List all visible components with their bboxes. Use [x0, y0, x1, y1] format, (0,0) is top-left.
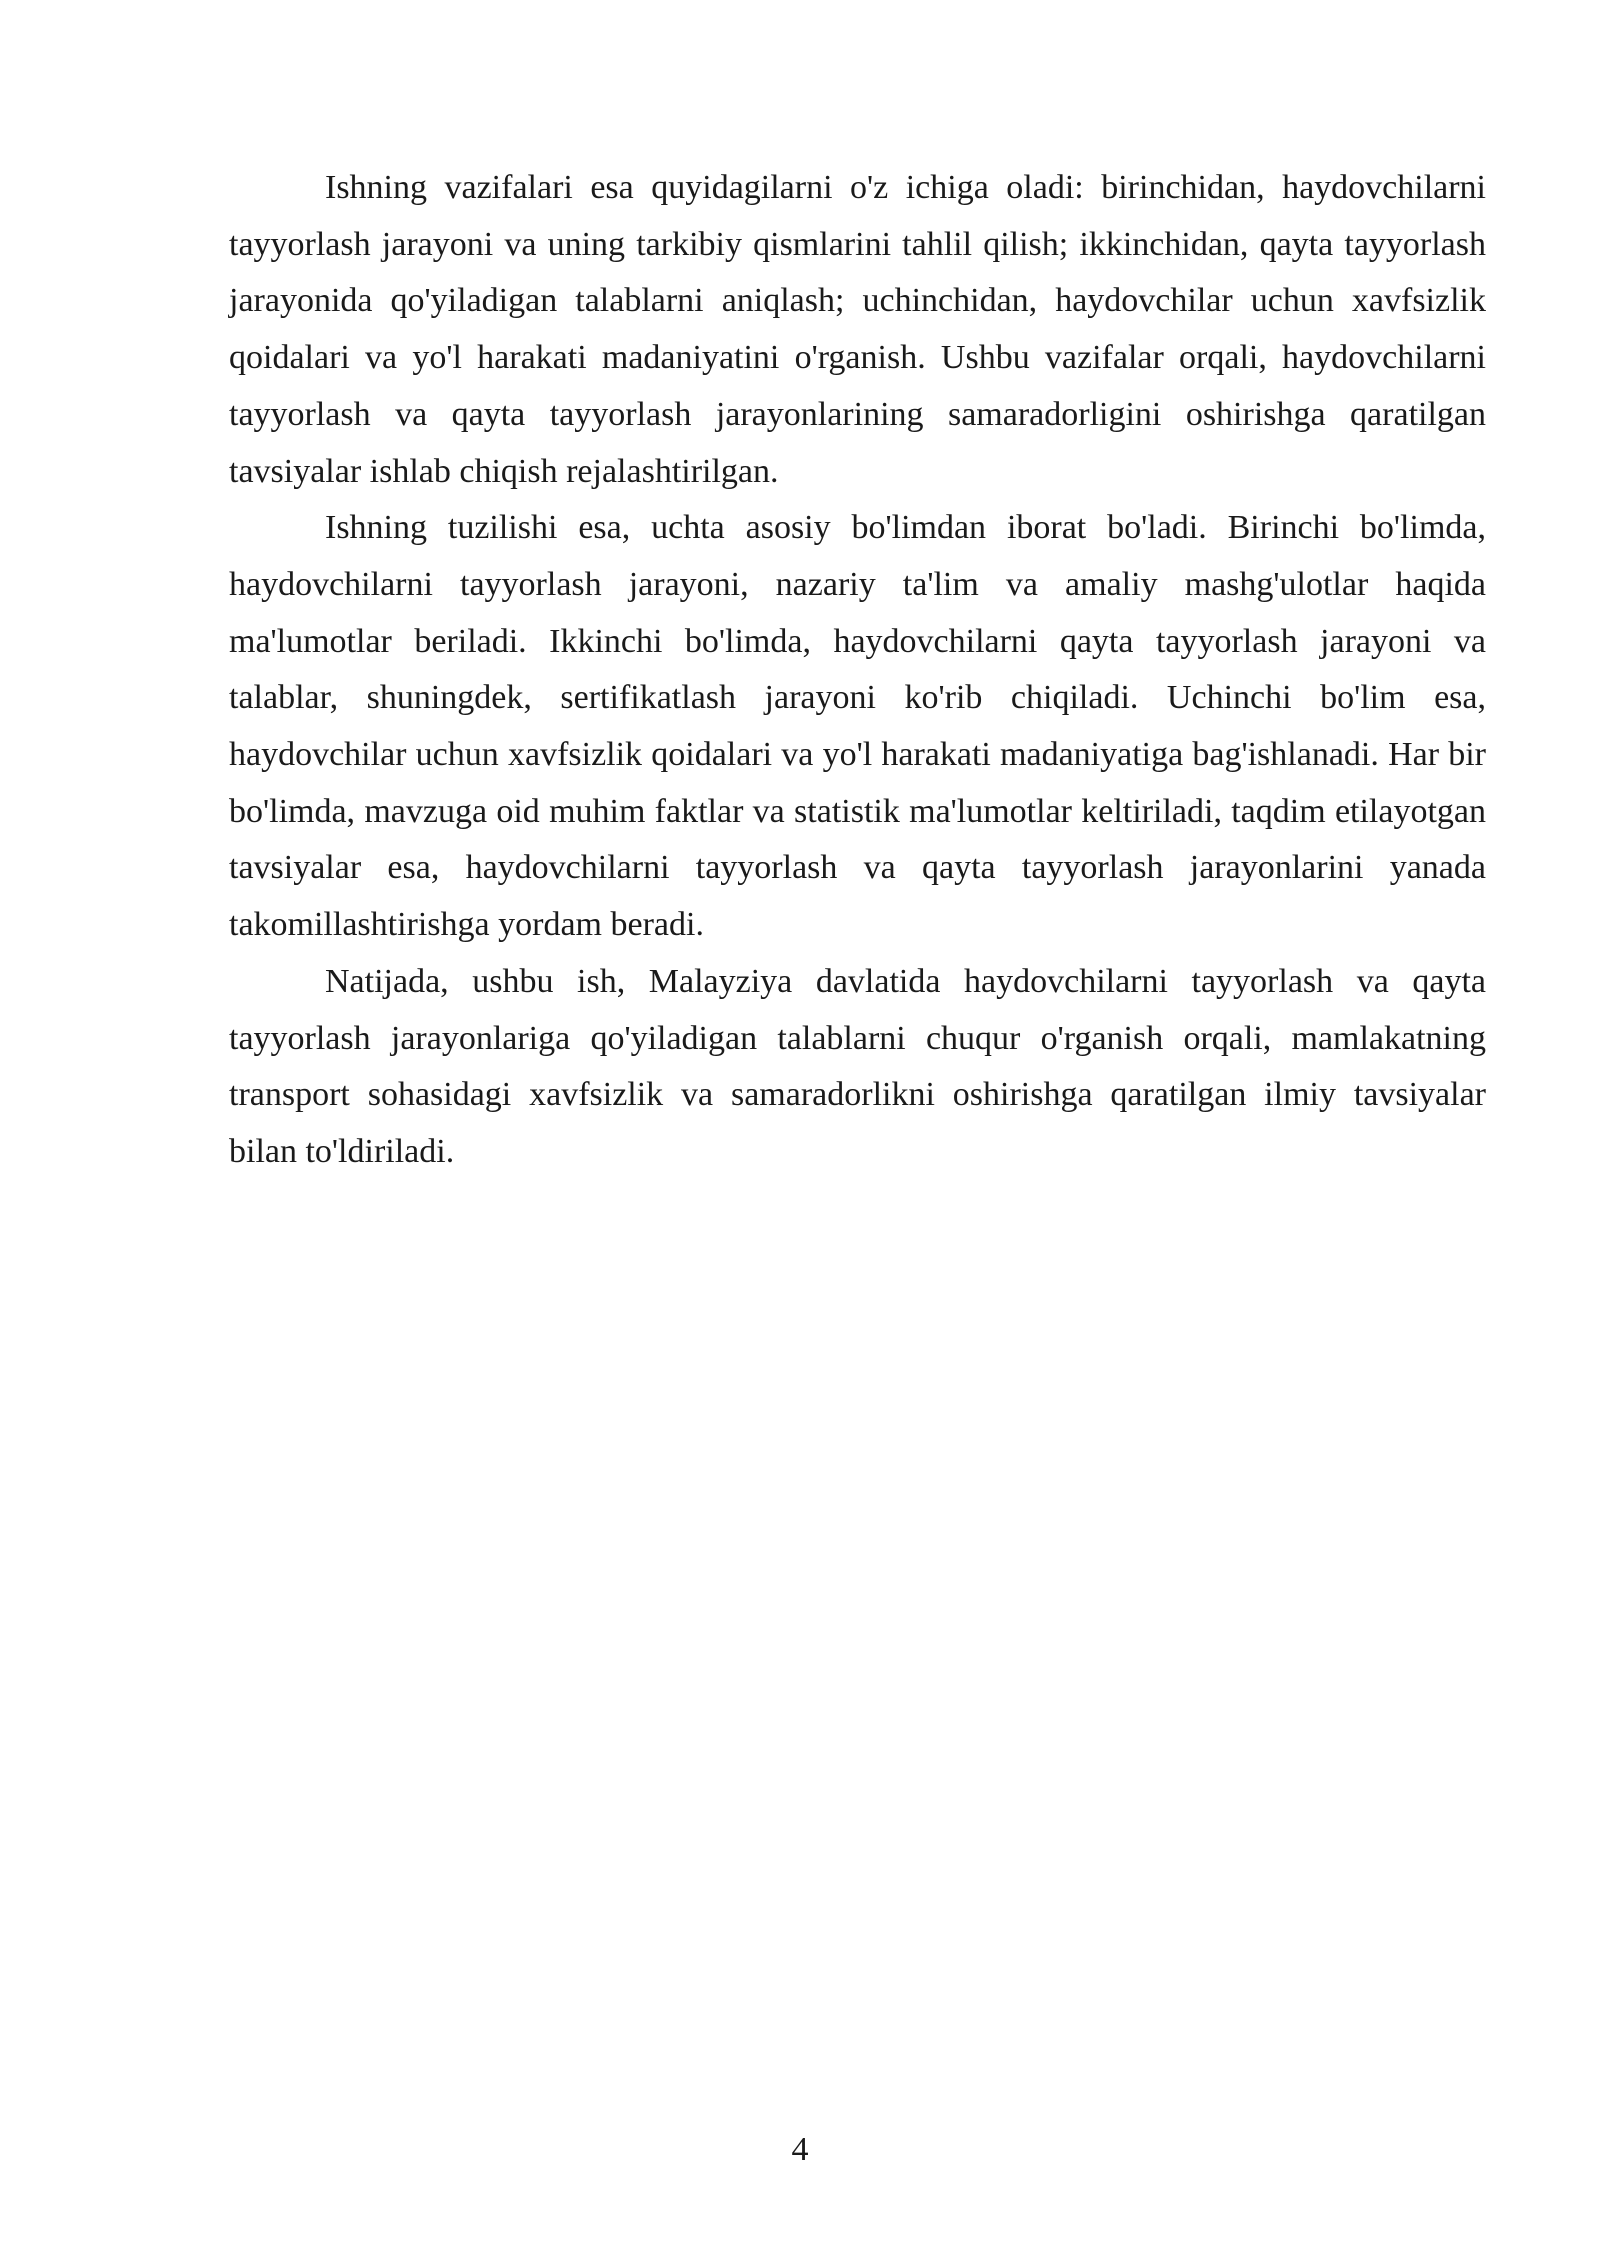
paragraph-tasks: Ishning vazifalari esa quyidagilarni o'z ichiga oladi: birinchidan, haydovchilarni tayyorlash jarayoni va uning tarkibiy qismlarini tahlil qilish; ikkinchidan, qayta tayyorlash jarayonida qo'yiladigan talablarni aniqlash; uchinchidan, haydovchilar uchun xavfsizlik qoidalari va yo'l harakati madaniyatini o'rganish. Ushbu vazifalar orqali, haydovchilarni tayyorlash va qayta tayyorlash jarayonlarining samaradorligini oshirishga qaratilgan tavsiyalar ishlab chiqish rejalashtirilgan. — [229, 169, 1486, 490]
body-text — [229, 160, 1486, 1181]
page-number: 4 — [791, 2131, 809, 2168]
paragraph-conclusion: Natijada, ushbu ish, Malayziya davlatida haydovchilarni tayyorlash va qayta tayyorlash jarayonlariga qo'yiladigan talablarni chuqur o'rganish orqali, mamlakatning transport sohasidagi xavfsizlik va samaradorlikni oshirishga qaratilgan ilmiy tavsiyalar bilan to'ldiriladi. — [229, 962, 1486, 1170]
paragraph-structure: Ishning tuzilishi esa, uchta asosiy bo'limdan iborat bo'ladi. Birinchi bo'limda, haydovchilarni tayyorlash jarayoni, nazariy ta'lim va amaliy mashg'ulotlar haqida ma'lumotlar beriladi. Ikkinchi bo'limda, haydovchilarni qayta tayyorlash jarayoni va talablar, shuningdek, sertifikatlash jarayoni ko'rib chiqiladi. Uchinchi bo'lim esa, haydovchilar uchun xavfsizlik qoidalari va yo'l harakati madaniyatiga bag'ishlanadi. Har bir bo'limda, mavzuga oid muhim faktlar va statistik ma'lumotlar keltiriladi, taqdim etilayotgan tavsiyalar esa, haydovchilarni tayyorlash va qayta tayyorlash jarayonlarini yanada takomillashtirishga yordam beradi. — [229, 509, 1486, 944]
